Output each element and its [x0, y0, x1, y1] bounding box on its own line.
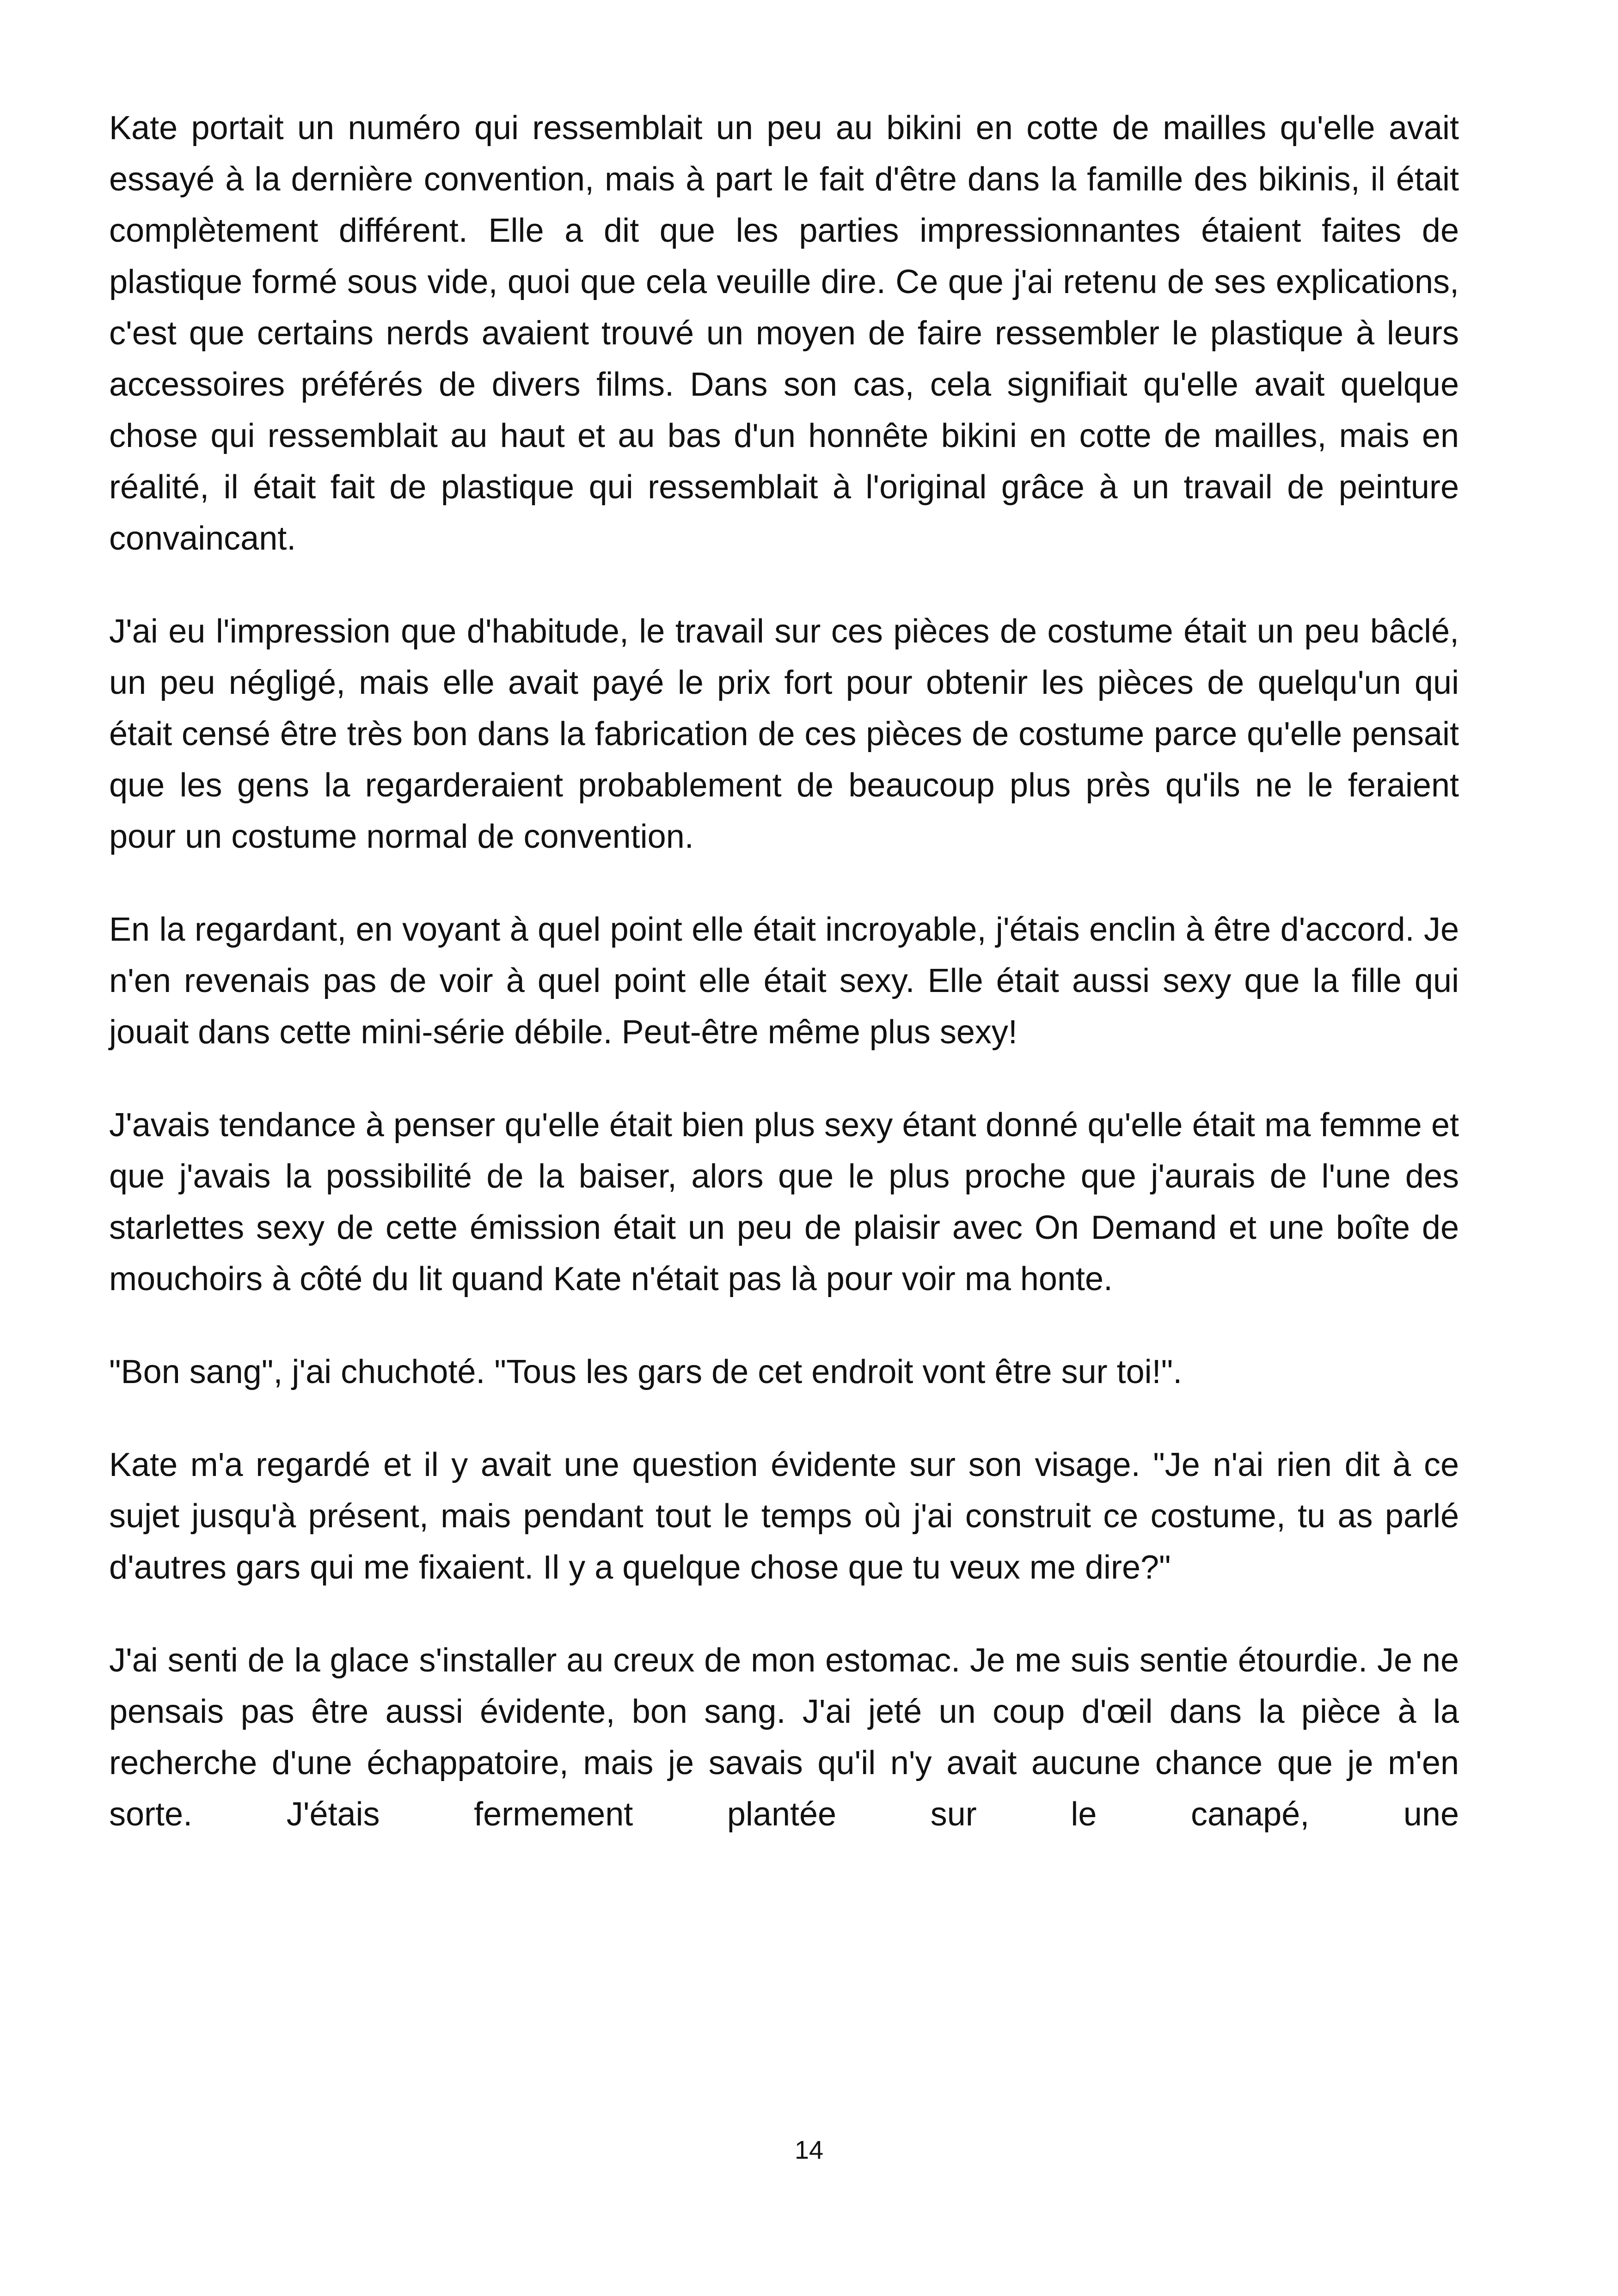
paragraph-3: En la regardant, en voyant à quel point elle était incroyable, j'étais enclin à être d'accord. Je n'en revenais pas de voir à quel point elle était sexy. Elle était aussi sexy que la fille qui jouait dans cette mini-série débile. Peut-être même plus sexy! [109, 911, 1459, 1051]
paragraph-6: Kate m'a regardé et il y avait une question évidente sur son visage. "Je n'ai rien dit à ce sujet jusqu'à présent, mais pendant tout le temps où j'ai construit ce costume, tu as parlé d'autres gars qui me fixaient. Il y a quelque chose que tu veux me dire?" [109, 1446, 1459, 1586]
paragraph-7: J'ai senti de la glace s'installer au creux de mon estomac. Je me suis sentie étourdie. Je ne pensais pas être aussi évidente, bon sang. J'ai jeté un coup d'œil dans la pièce à la recherche d'une échappatoire, mais je savais qu'il n'y avait aucune chance que je m'en sorte. J'étais fermement plantée sur le canapé, une [109, 1642, 1459, 1833]
paragraph-5: "Bon sang", j'ai chuchoté. "Tous les gars de cet endroit vont être sur toi!". [109, 1353, 1183, 1390]
paragraph-4: J'avais tendance à penser qu'elle était bien plus sexy étant donné qu'elle était ma femme et que j'avais la possibilité de la baiser, alors que le plus proche que j'aurais de l'une des starlettes sexy de cette émission était un peu de plaisir avec On Demand et une boîte de mouchoirs à côté du lit quand Kate n'était pas là pour voir ma honte. [109, 1107, 1459, 1298]
paragraph-1: Kate portait un numéro qui ressemblait un peu au bikini en cotte de mailles qu'elle avait essayé à la dernière convention, mais à part le fait d'être dans la famille des bikinis, il était complètement différent. Elle a dit que les parties impressionnantes étaient faites de plastique formé sous vide, quoi que cela veuille dire. Ce que j'ai retenu de ses explications, c'est que certains nerds avaient trouvé un moyen de faire ressembler le plastique à leurs accessoires préférés de divers films. Dans son cas, cela signifiait qu'elle avait quelque chose qui ressemblait au haut et au bas d'un honnête bikini en cotte de mailles, mais en réalité, il était fait de plastique qui ressemblait à l'original grâce à un travail de peinture convaincant. [109, 110, 1459, 557]
paragraph-2: J'ai eu l'impression que d'habitude, le travail sur ces pièces de costume était un peu bâclé, un peu négligé, mais elle avait payé le prix fort pour obtenir les pièces de quelqu'un qui était censé être très bon dans la fabrication de ces pièces de costume parce qu'elle pensait que les gens la regarderaient probablement de beaucoup plus près qu'ils ne le feraient pour un costume normal de convention. [109, 613, 1459, 855]
page-number: 14 [794, 2135, 824, 2164]
body-text [109, 103, 1459, 1840]
